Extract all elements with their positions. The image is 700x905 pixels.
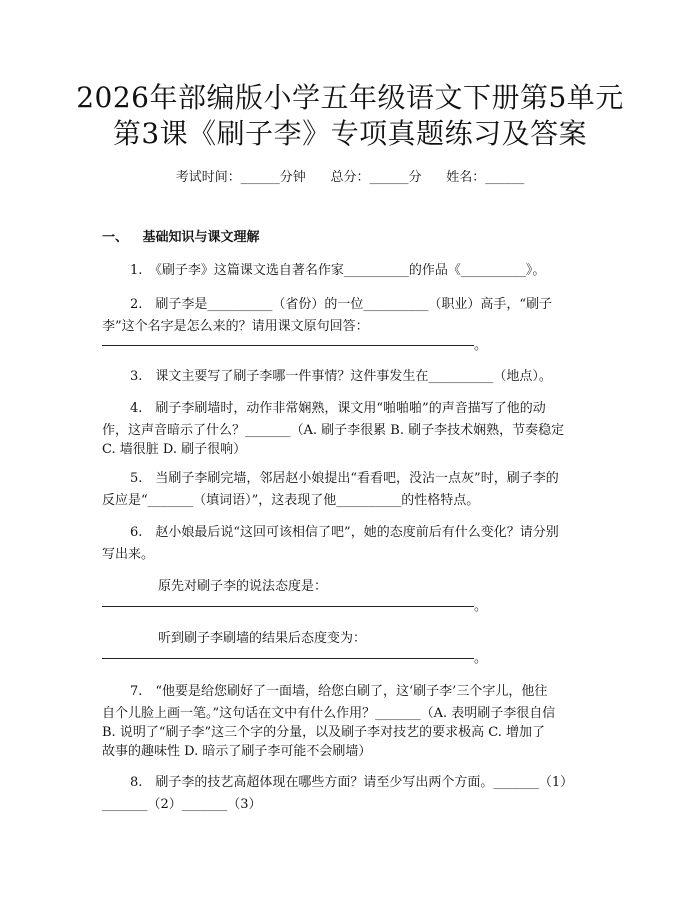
question-8-line-1: 8. 刷子李的技艺高超体现在哪些方面？请至少写出两个方面。_______（1） — [130, 775, 574, 790]
question-5-line-1: 5. 当刷子李刷完墙，邻居赵小娘提出“看看吧，没沾一点灰”时，刷子李的 — [130, 471, 559, 486]
question-6-before-answer-line[interactable] — [102, 598, 492, 616]
question-4-line-1: 4. 刷子李刷墙时，动作非常娴熟，课文用“啪啪啪”的声音描写了他的动 — [130, 401, 546, 416]
question-4-line-3: C. 墙很脏 D. 刷子很响） — [102, 442, 247, 457]
question-2-answer-line[interactable] — [102, 337, 492, 355]
question-4-line-2: 作，这声音暗示了什么？_______（A. 刷子李很累 B. 刷子李技术娴熟，节奏稳定 — [102, 423, 565, 438]
question-6-before-label: 原先对刷子李的说法态度是： — [158, 579, 328, 594]
question-6-after-answer-line[interactable] — [102, 650, 492, 668]
answer-line-end: 。 — [474, 651, 488, 666]
question-7-line-4: 故事的趣味性 D. 暗示了刷子李可能不会刷墙） — [102, 744, 372, 759]
answer-underline — [102, 606, 474, 607]
section-number: 一、 — [102, 230, 129, 245]
section-heading — [102, 229, 260, 247]
question-5-line-2: 反应是“_______（填词语）”，这表现了他__________的性格特点。 — [102, 493, 480, 508]
answer-underline — [102, 345, 474, 346]
question-6-line-2: 写出来。 — [102, 547, 155, 562]
section-title: 基础知识与课文理解 — [142, 230, 260, 245]
question-3-line-1: 3. 课文主要写了刷子李哪一件事情？这件事发生在__________（地点）。 — [130, 369, 552, 384]
question-7-line-2: 自个儿脸上画一笔。”这句话在文中有什么作用？_______（A. 表明刷子李很自信 — [102, 706, 556, 721]
question-1-line-1: 1. 《刷子李》这篇课文选自著名作家__________的作品《__________》。 — [130, 263, 546, 278]
exam-meta-info: 考试时间：______分钟 总分：______分 姓名：______ — [175, 170, 525, 185]
question-2-line-1: 2. 刷子李是__________（省份）的一位__________（职业）高手，“刷子 — [130, 297, 553, 312]
question-7-line-1: 7. “他要是给您刷好了一面墙，给您白刷了，这‘刷子李’三个字儿，他往 — [130, 684, 548, 699]
question-7-line-3: B. 说明了“刷子李”这三个字的分量，以及刷子李对技艺的要求极高 C. 增加了 — [102, 725, 545, 740]
document-title-line-1: 2026年部编版小学五年级语文下册第5单元 — [76, 81, 624, 114]
question-6-after-label: 听到刷子李刷墙的结果后态度变为： — [158, 631, 367, 646]
question-8-line-2: _______（2）_______（3） — [102, 797, 262, 812]
answer-line-end: 。 — [474, 338, 488, 353]
document-title-line-2: 第3课《刷子李》专项真题练习及答案 — [112, 117, 588, 150]
question-6-line-1: 6. 赵小娘最后说“这回可该相信了吧”，她的态度前后有什么变化？请分别 — [130, 525, 559, 540]
answer-underline — [102, 658, 474, 659]
question-2-line-2: 李”这个名字是怎么来的？请用课文原句回答： — [102, 319, 369, 334]
answer-line-end: 。 — [474, 599, 488, 614]
